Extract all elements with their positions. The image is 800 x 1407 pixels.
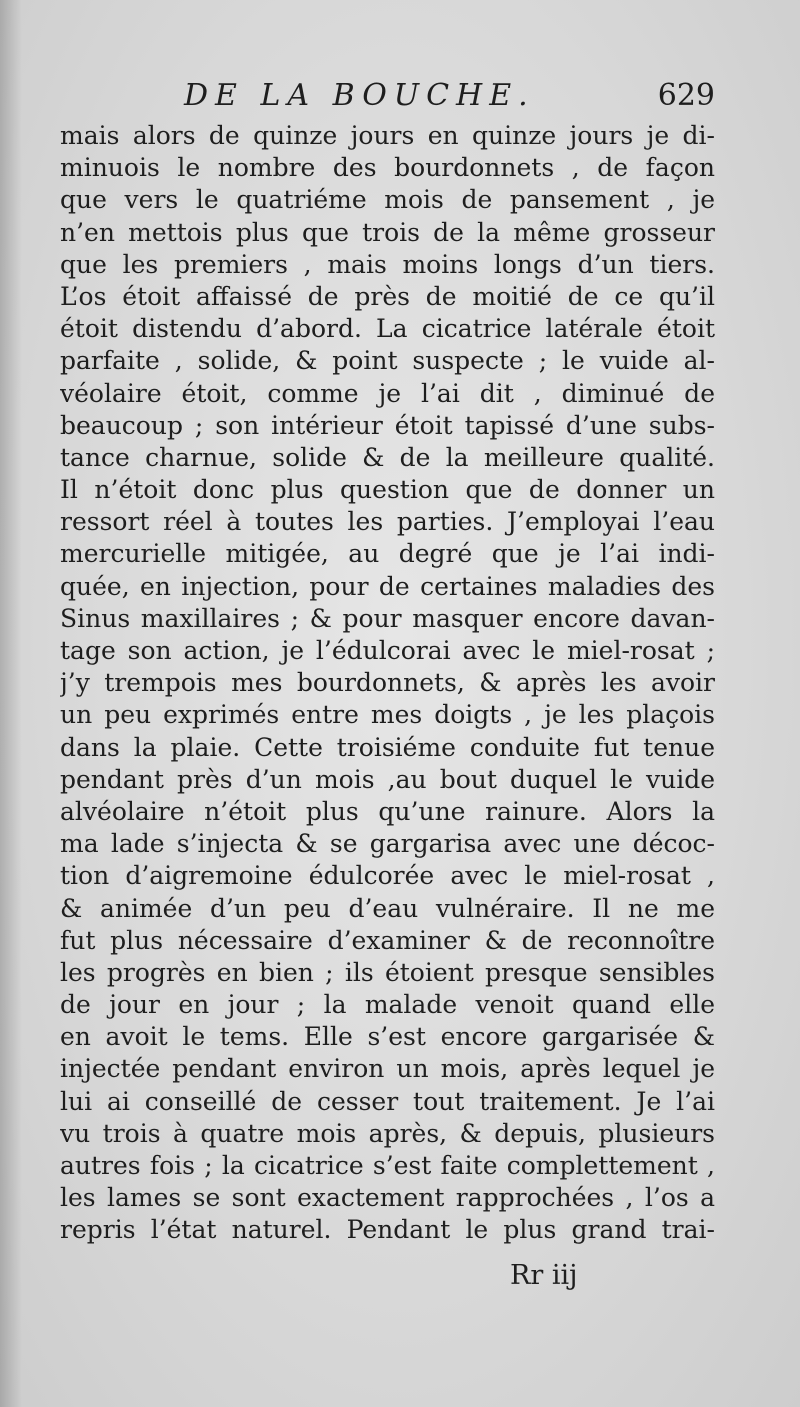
text-line: dans la plaie. Cette troisiéme conduite fut tenue [60, 732, 715, 762]
text-line: autres fois ; la cicatrice s’est faite complettement , [60, 1151, 715, 1180]
signature-mark: Rr iij [510, 1260, 578, 1291]
text-line: & animée d’un peu d’eau vulnéraire. Il ne me [60, 893, 715, 923]
text-line: tage son action, je l’édulcorai avec le miel-rosat ; [60, 636, 715, 665]
text-line: ma lade s’injecta & se gargarisa avec une décoc- [60, 829, 715, 859]
text-line: véolaire étoit, comme je l’ai dit , diminué de [60, 378, 715, 408]
running-head [60, 78, 715, 118]
text-line: vu trois à quatre mois après, & depuis, plusieurs [60, 1118, 715, 1148]
text-line: tion d’aigremoine édulcorée avec le miel-rosat , [60, 861, 715, 891]
page-number: 629 [657, 78, 715, 113]
text-line: quée, en injection, pour de certaines maladies des [60, 571, 715, 601]
text-line: mais alors de quinze jours en quinze jours je di- [60, 121, 715, 150]
running-title: DE LA BOUCHE. [184, 78, 535, 113]
text-line: de jour en jour ; la malade venoit quand elle [60, 990, 715, 1020]
text-line: les progrès en bien ; ils étoient presque sensibles [60, 957, 715, 987]
text-line: repris l’état naturel. Pendant le plus grand trai- [60, 1215, 715, 1245]
text-line: Sinus maxillaires ; & pour masquer encore davan- [60, 603, 715, 633]
page-edge-shadow [0, 0, 22, 1407]
text-line: j’y trempois mes bourdonnets, & après les avoir [60, 668, 715, 698]
text-line: les lames se sont exactement rapprochées , l’os a [60, 1183, 715, 1213]
text-line: tance charnue, solide & de la meilleure qualité. [60, 442, 715, 472]
text-line: pendant près d’un mois ,au bout duquel le vuide [60, 764, 715, 794]
text-line: n’en mettois plus que trois de la même grosseur [60, 217, 715, 247]
text-line: un peu exprimés entre mes doigts , je les plaçois [60, 700, 715, 730]
text-line: parfaite , solide, & point suspecte ; le vuide al- [60, 346, 715, 376]
text-line: mercurielle mitigée, au degré que je l’ai indi- [60, 539, 715, 569]
text-line: minuois le nombre des bourdonnets , de façon [60, 153, 715, 183]
text-line: Il n’étoit donc plus question que de donner un [60, 475, 715, 505]
text-line: en avoit le tems. Elle s’est encore gargarisée & [60, 1022, 715, 1052]
text-line: L’os étoit affaissé de près de moitié de ce qu’il [60, 281, 715, 311]
text-line: étoit distendu d’abord. La cicatrice latérale étoit [60, 314, 715, 344]
text-line: fut plus nécessaire d’examiner & de reconnoître [60, 925, 715, 955]
text-line: alvéolaire n’étoit plus qu’une rainure. Alors la [60, 796, 715, 826]
text-line: que les premiers , mais moins longs d’un tiers. [60, 249, 715, 279]
text-line: beaucoup ; son intérieur étoit tapissé d’une subs- [60, 410, 715, 440]
text-line: que vers le quatriéme mois de pansement , je [60, 185, 715, 215]
body-text [60, 120, 715, 1247]
text-line: injectée pendant environ un mois, après lequel je [60, 1054, 715, 1084]
text-line: lui ai conseillé de cesser tout traitement. Je l’ai [60, 1086, 715, 1116]
text-line: ressort réel à toutes les parties. J’employai l’eau [60, 507, 715, 537]
